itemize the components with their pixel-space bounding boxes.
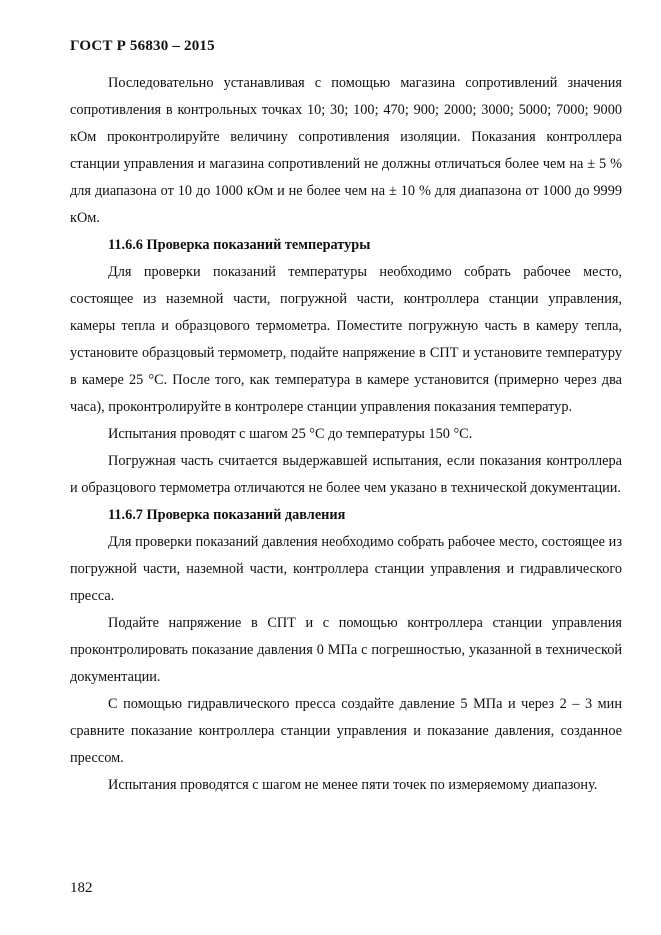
- paragraph-pressure-zero: Подайте напряжение в СПТ и с помощью контроллера станции управления проконтролировать показание давления 0 МПа с погрешностью, указанной в технической документации.: [70, 615, 622, 685]
- paragraph-temperature-step: Испытания проводят с шагом 25 °С до температуры 150 °С.: [108, 426, 473, 442]
- document-header: ГОСТ Р 56830 – 2015: [70, 38, 215, 54]
- paragraph-pressure-press: С помощью гидравлического пресса создайте давление 5 МПа и через 2 – 3 мин сравните показание контроллера станции управления и показание давления, созданное прессом.: [70, 696, 622, 766]
- document-body: [70, 70, 622, 799]
- paragraph-pressure-setup: Для проверки показаний давления необходимо собрать рабочее место, состоящее из погружной части, наземной части, контроллера станции управления и гидравлического пресса.: [70, 534, 622, 604]
- paragraph-temperature-criteria: Погружная часть считается выдержавшей испытания, если показания контроллера и образцового термометра отличаются не более чем указано в технической документации.: [70, 453, 622, 496]
- paragraph-insulation-resistance: Последовательно устанавливая с помощью магазина сопротивлений значения сопротивления в контрольных точках 10; 30; 100; 470; 900; 2000; 3000; 5000; 7000; 9000 кОм проконтролируйте величину сопротивления изоляции. Показания контроллера станции управления и магазина сопротивлений не должны отличаться более чем на ± 5 % для диапазона от 10 до 1000 кОм и не более чем на ± 10 % для диапазона от 1000 до 9999 кОм.: [70, 75, 622, 226]
- paragraph-pressure-step: Испытания проводятся с шагом не менее пяти точек по измеряемому диапазону.: [108, 777, 598, 793]
- section-heading-pressure: 11.6.7 Проверка показаний давления: [108, 507, 346, 523]
- section-heading-temperature: 11.6.6 Проверка показаний температуры: [108, 237, 371, 253]
- page-number: 182: [70, 880, 93, 896]
- paragraph-temperature-setup: Для проверки показаний температуры необходимо собрать рабочее место, состоящее из наземной части, погружной части, контроллера станции управления, камеры тепла и образцового термометра. Поместите погружную часть в камеру тепла, установите образцовый термометр, подайте напряжение в СПТ и установите температуру в камере 25 °С. После того, как температура в камере установится (примерно через два часа), проконтролируйте в контролере станции управления показания температур.: [70, 264, 622, 415]
